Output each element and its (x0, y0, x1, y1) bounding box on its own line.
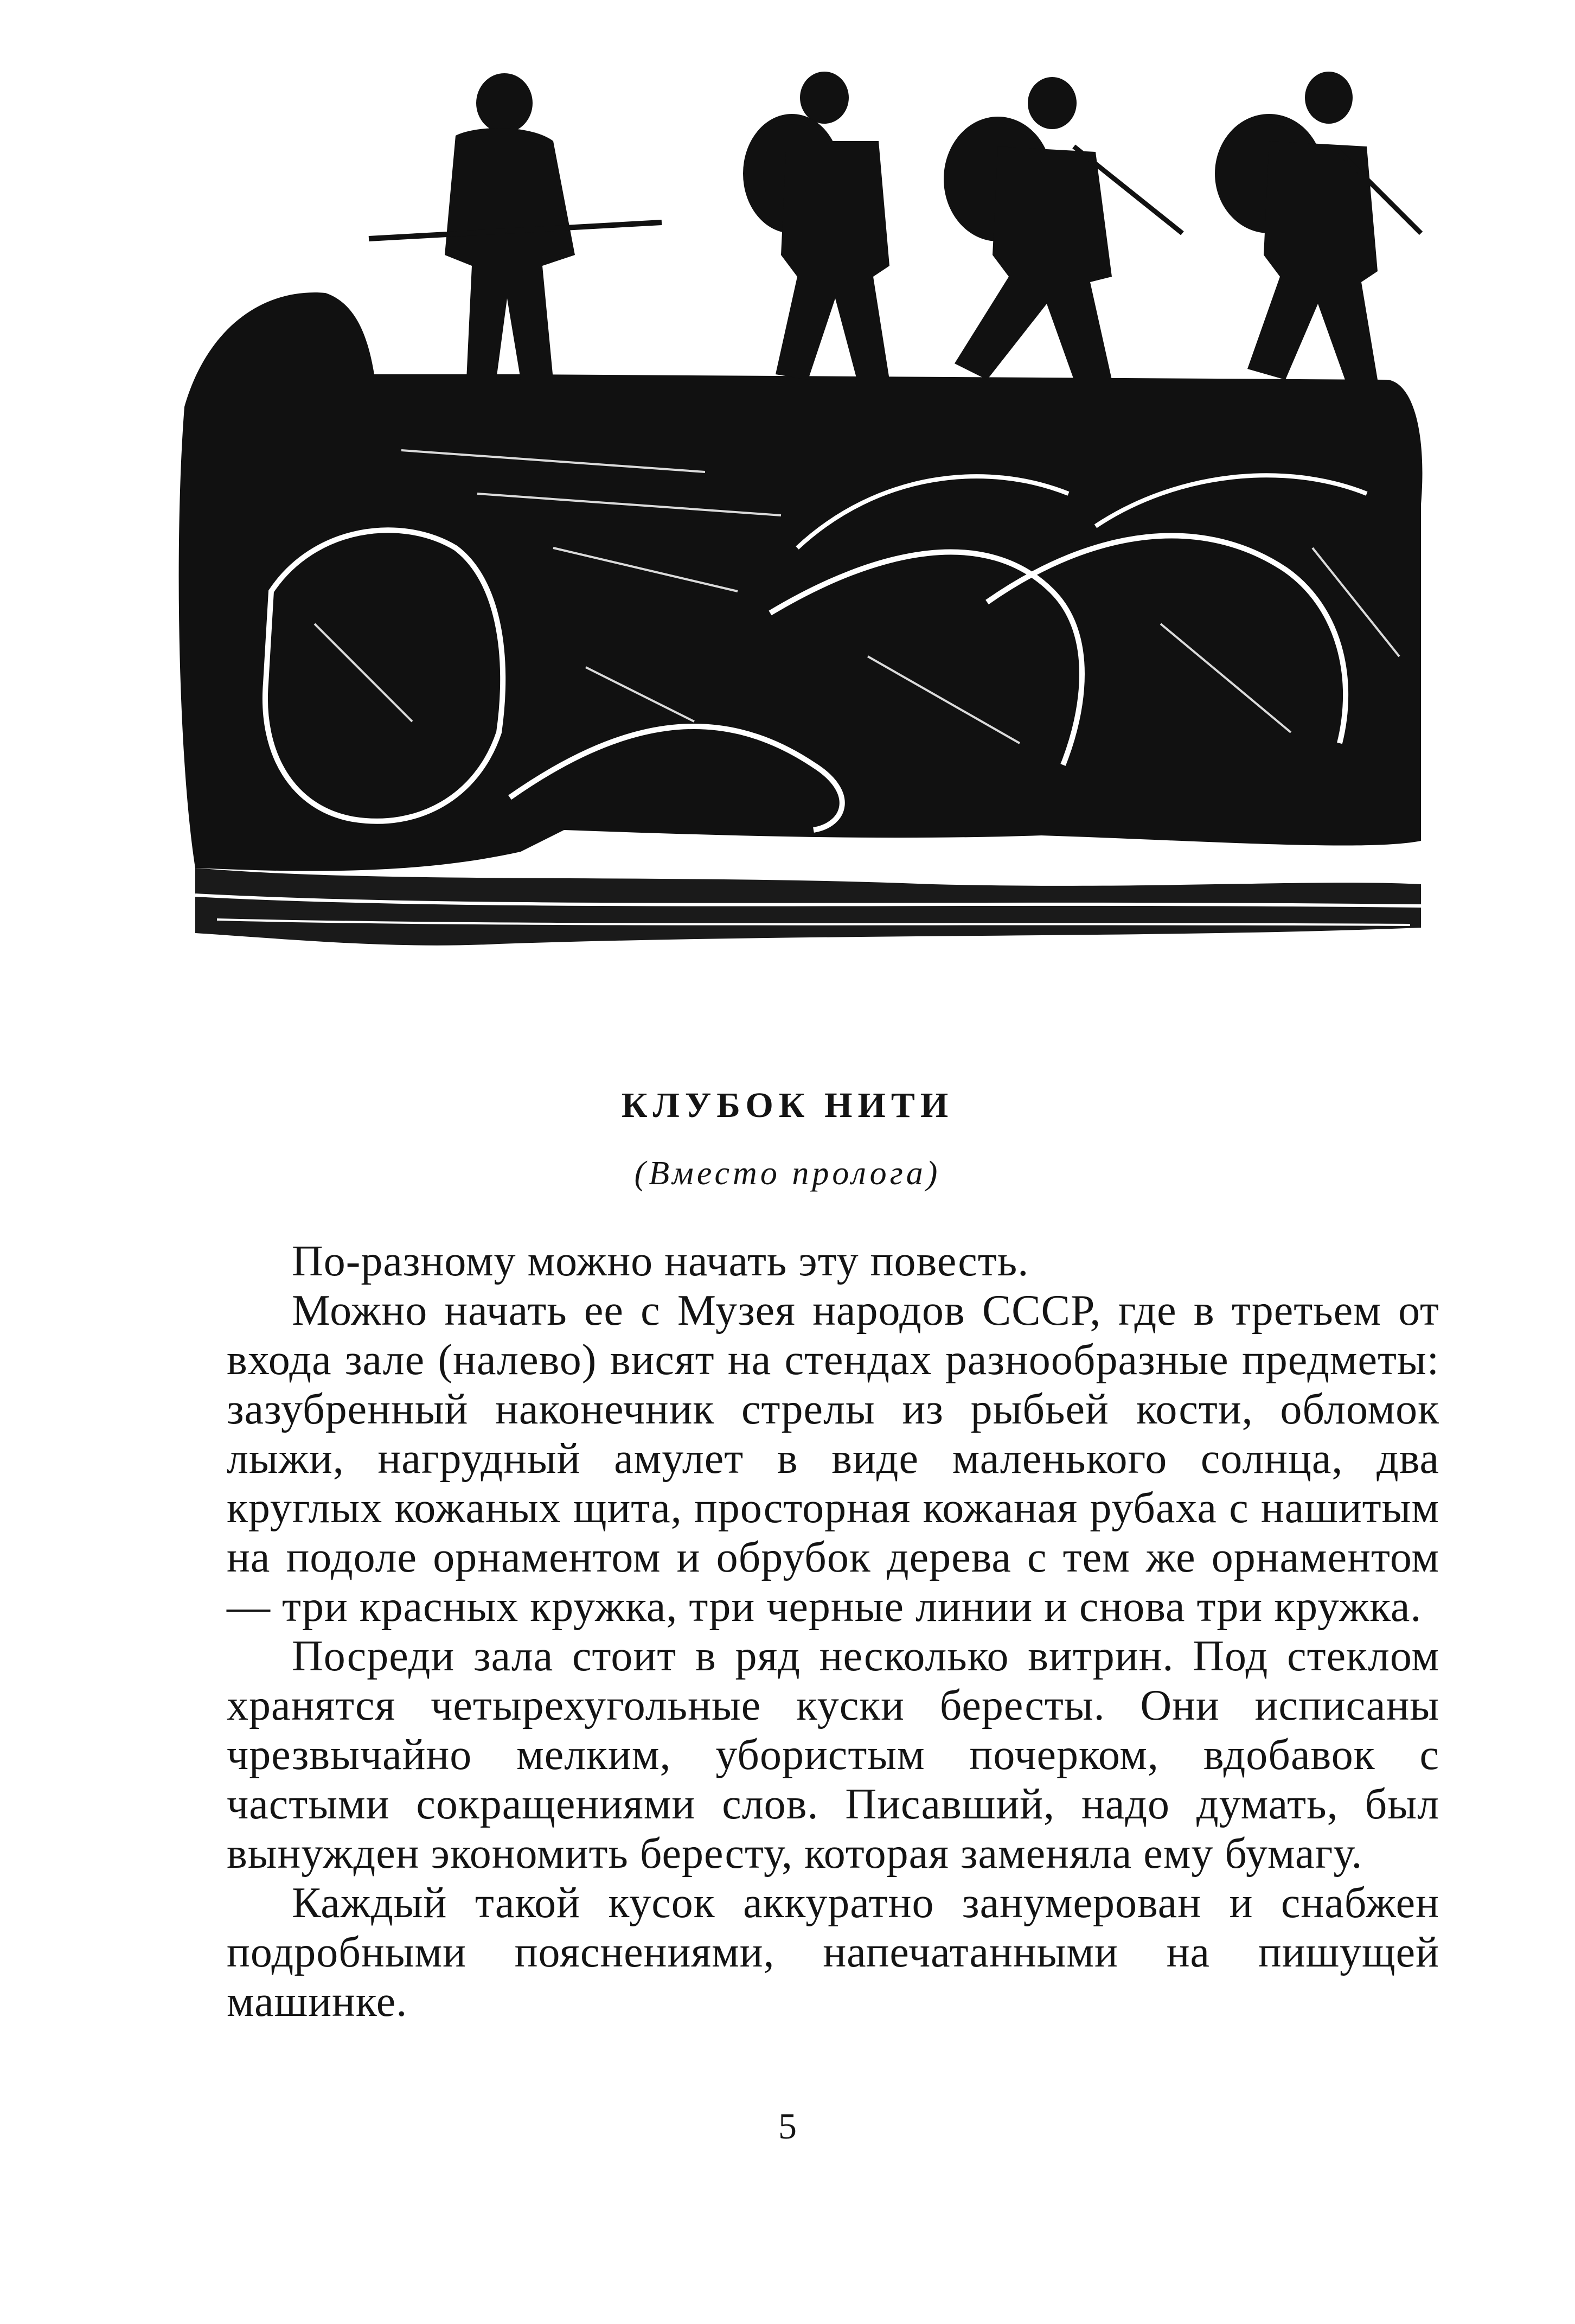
chapter-subtitle: (Вместо пролога) (634, 1155, 941, 1192)
traveler-figure-3 (944, 77, 1182, 380)
paragraph: Посреди зала стоит в ряд несколько витрин. Под стеклом хранятся четырехугольные куски бересты. Они исписаны чрезвычайно мелким, убористым почерком, вдобавок с частыми сокращениями слов. Писавший, надо думать, был вынужден экономить бересту, которая заменяла ему бумагу. (227, 1632, 1439, 1878)
ground (195, 868, 1421, 946)
paragraph: Каждый такой кусок аккуратно занумерован и снабжен подробными пояснениями, напечатанными на пишущей машинке. (227, 1879, 1439, 2026)
traveler-figure-1 (369, 73, 662, 380)
traveler-figure-4 (1215, 72, 1421, 380)
traveler-figure-2 (743, 72, 889, 380)
paragraph: По-разному можно начать эту повесть. (292, 1237, 1029, 1285)
body-text (227, 1237, 1439, 2027)
chapter-title: КЛУБОК НИТИ (621, 1086, 954, 1125)
cliff (179, 292, 1423, 871)
paragraph: Можно начать ее с Музея народов СССР, где в третьем от входа зале (налево) висят на стендах разнообразные предметы: зазубренный наконечник стрелы из рыбьей кости, обломок лыжи, нагрудный амулет в виде маленького солнца, два круглых кожаных щита, просторная кожаная рубаха с нашитым на подоле орнаментом и обрубок дерева с тем же орнаментом — три красных кружка, три черные линии и снова три кружка. (227, 1287, 1439, 1631)
page-number: 5 (778, 2105, 797, 2147)
woodcut-illustration (174, 60, 1443, 987)
